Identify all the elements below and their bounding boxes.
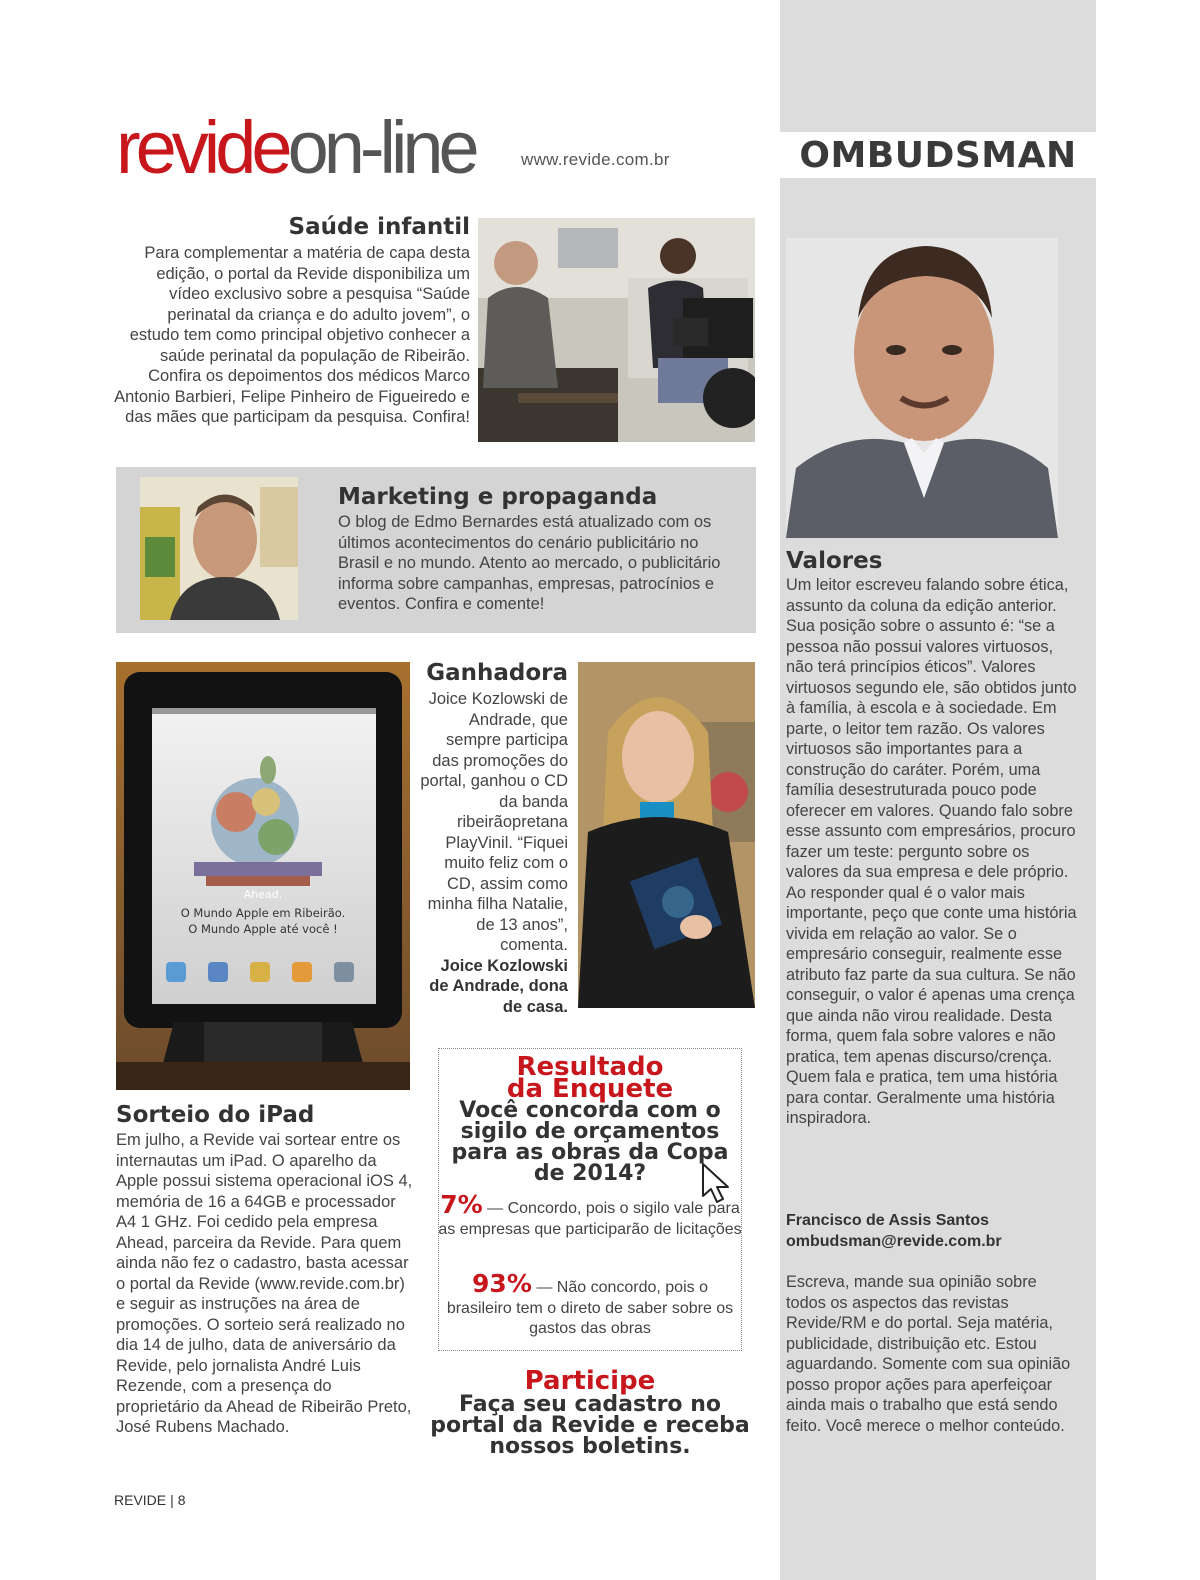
ombudsman-photo [786,238,1058,538]
joice-photo [578,662,755,1008]
ombudsman-title: OMBUDSMAN [799,134,1077,176]
page-footer [114,1492,186,1508]
valores-text: Um leitor escreveu falando sobre ética, assunto da coluna da edição anterior. Sua posição sobre o assunto é: “se a pessoa não possui valores virtuosos, não terá princípios éticos”. Valores virtuosos segundo ele, são obtidos junto à família, à escola e à sociedade. Em parte, o leitor tem razão. Os valores virtuosos são importantes para a construção do caráter. Porém, uma família desestruturada pouco pode oferecer em valores. Quando falo sobre esse assunto com empresários, procuro fazer um teste: pergunto sobre os valores da sua empresa e dele próprio. Ao responder qual é o valor mais importante, peço que conte uma história vivida em relação ao valor. Se o empresário conseguir, realmente esse atributo faz parte da sua cultura. Se não conseguir, o valor é apenas uma crença que ainda não virou realidade. Desta forma, quem fala sobre valores e não pratica, tem apenas discurso/crença. Quem fala e pratica, tem uma história para contar. Geralmente uma história inspiradora. [786,576,1077,1127]
poll-question: Você concorda com o sigilo de orçamentos para as obras da Copa de 2014? [451,1098,729,1186]
masthead [116,108,756,188]
ombudsman-header [780,132,1096,178]
author-name: Francisco de Assis Santos [786,1212,990,1229]
sorteio-heading: Sorteio do iPad [116,1102,315,1128]
sorteio-text: Em julho, a Revide vai sortear entre os internautas um iPad. O aparelho da Apple possui sistema operacional iOS 4, memória de 16 a 64GB e processador A4 1 GHz. Foi cedido pela empresa Ahead, parceira da Revide. Para quem ainda não fez o cadastro, basta acessar o portal da Revide (www.revide.com.br) e seguir as instruções na área de promoções. O sorteio será realizado no dia 14 de julho, data de aniversário da Revide, pelo jornalista André Luis Rezende, com a presença do proprietário da Ahead de Ribeirão Preto, José Rubens Machado. [116,1131,413,1436]
ganhadora-body: Joice Kozlowski de Andrade, que sempre participa das promoções do portal, ganhou o CD da banda ribeirãopretana PlayVinil. “Fiquei muito feliz com o CD, assim como minha filha Natalie, de 13 anos”, comenta. [420,690,568,954]
ipad-screen-line2: O Mundo Apple até você ! [188,922,338,936]
ipad-screen-line1: O Mundo Apple em Ribeirão. [180,906,346,920]
poll-option-1-pct: 7% [440,1190,483,1219]
poll-option-2 [438,1269,742,1340]
ipad-photo [116,662,410,1090]
page-number: 8 [177,1492,186,1508]
ipad-screen-brand: Ahead. [243,888,283,901]
participe-title: Participe [524,1366,656,1396]
poll-option-2-text: — Não concordo, pois o brasileiro tem o direto de saber sobre os gastos das obras [446,1279,734,1337]
footer-magazine: REVIDE [114,1492,167,1508]
site-url[interactable]: www.revide.com.br [521,150,670,169]
ganhadora-caption: Joice Kozlowski de Andrade, dona de casa. [429,956,568,1016]
marketing-text: O blog de Edmo Bernardes está atualizado com os últimos acontecimentos do cenário publicitário no Brasil e no mundo. Atento ao mercado, o publicitário informa sobre campanhas, empresas, patrocínios e eventos. Confira e comente! [338,513,721,613]
author-signature [786,1211,1086,1252]
valores-heading: Valores [786,548,883,574]
ganhadora-heading: Ganhadora [426,660,568,686]
saude-infantil-text: Para complementar a matéria de capa desta edição, o portal da Revide disponibiliza um vídeo exclusivo sobre a pesquisa “Saúde perinatal da criança e do adulto jovem”, o estudo tem como principal objetivo conhecer a saúde perinatal da população de Ribeirão. Confira os depoimentos dos médicos Marco Antonio Barbieri, Felipe Pinheiro de Figueiredo e das mães que participam da pesquisa. Confira! [114,244,470,426]
poll-option-1 [438,1190,742,1240]
poll-result-title: Resultado da Enquete [506,1052,674,1104]
participe-text[interactable]: Faça seu cadastro no portal da Revide e receba nossos boletins. [430,1392,750,1459]
saude-infantil-heading: Saúde infantil [288,214,470,240]
ganhadora-text [420,689,568,1017]
poll-option-1-text: — Concordo, pois o sigilo vale para as empresas que participarão de licitações [438,1200,742,1238]
edmo-bernardes-photo [140,477,298,620]
closing-text: Escreva, mande sua opinião sobre todos os aspectos das revistas Revide/RM e do portal. Seja matéria, publicidade, distribuição etc. Estou aguardando. Somente com sua opinião posso propor ações para aperfeiçoar ainda mais o trabalho que está sendo feito. Você merece o melhor conteúdo. [786,1273,1071,1435]
interview-photo [478,218,755,442]
marketing-heading: Marketing e propaganda [338,484,658,510]
poll-option-2-pct: 93% [472,1269,532,1298]
revide-online-logo: revideon-line [116,106,475,189]
footer-separator: | [170,1492,174,1508]
author-email[interactable]: ombudsman@revide.com.br [786,1232,1002,1250]
